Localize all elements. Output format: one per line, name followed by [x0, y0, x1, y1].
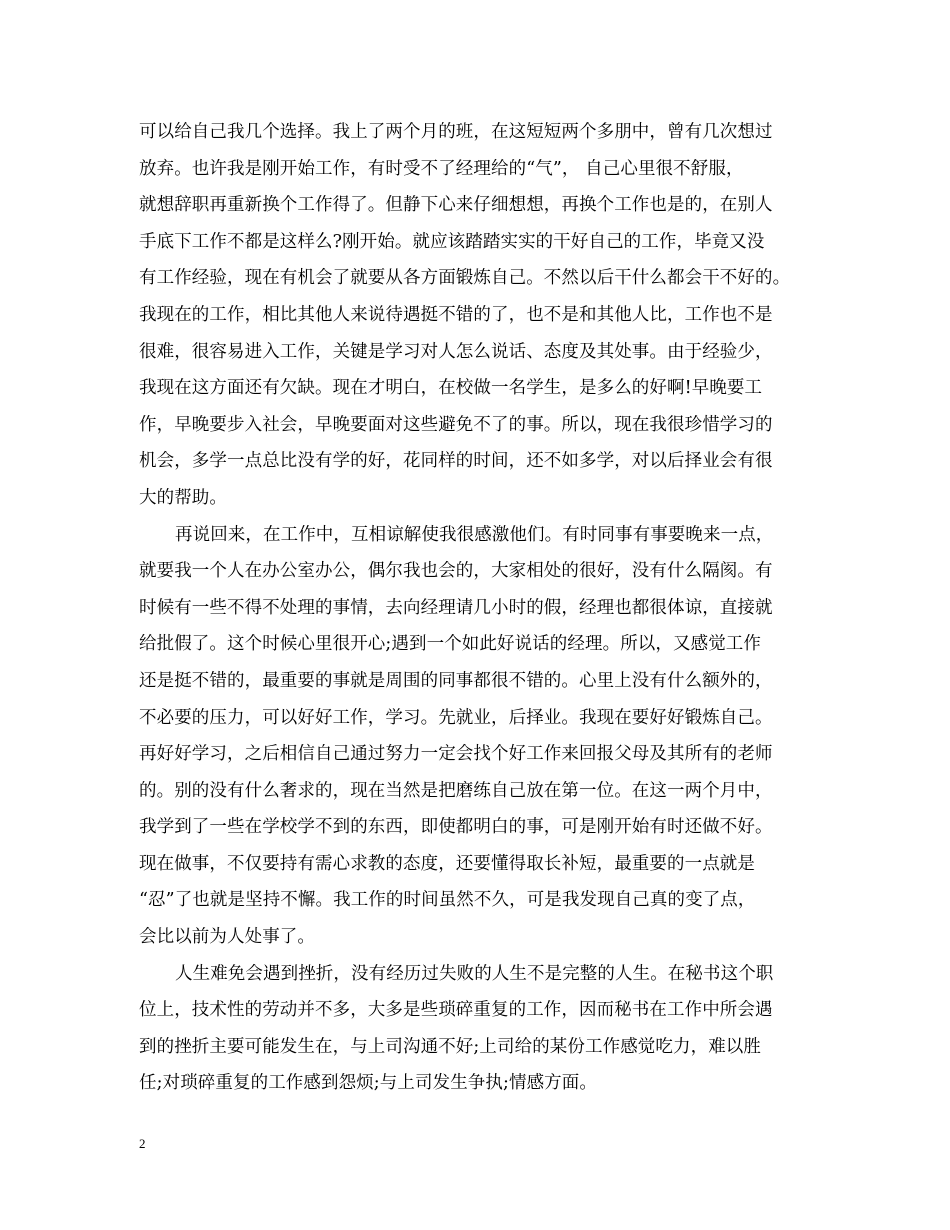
paragraph-first-line: 再说回来，在工作中，互相谅解使我很感激他们。有时同事有事要晚来一点，	[175, 524, 774, 545]
text-line: “忍”了也就是坚持不懈。我工作的时间虽然不久，可是我发现自己真的变了点，	[139, 890, 756, 911]
text-line: 作，早晚要步入社会，早晚要面对这些避免不了的事。所以，现在我很珍惜学习的	[139, 414, 773, 435]
text-line: 到的挫折主要可能发生在，与上司沟通不好;上司给的某份工作感觉吃力，难以胜	[139, 1036, 761, 1057]
text-line: 可以给自己我几个选择。我上了两个月的班，在这短短两个多朋中，曾有几次想过	[139, 122, 773, 142]
text-line: 的。别的没有什么奢求的，现在当然是把磨练自己放在第一位。在这一两个月中，	[139, 780, 773, 801]
text-line: 会比以前为人处事了。	[139, 927, 315, 948]
body-text	[139, 114, 819, 1102]
paragraph-first-line: 人生难免会遇到挫折，没有经历过失败的人生不是完整的人生。在秘书这个职	[175, 963, 774, 984]
text-line: 我学到了一些在学校学不到的东西，即使都明白的事，可是刚开始有时还做不好。	[139, 817, 773, 838]
text-line: 就要我一个人在办公室办公，偶尔我也会的，大家相处的很好，没有什么隔阂。有	[139, 561, 773, 582]
text-line: 我现在的工作，相比其他人来说待遇挺不错的了，也不是和其他人比，工作也不是	[139, 304, 773, 325]
text-line: 大的帮助。	[139, 487, 227, 508]
text-line: 机会，多学一点总比没有学的好，花同样的时间，还不如多学，对以后择业会有很	[139, 451, 773, 472]
text-line: 给批假了。这个时候心里很开心;遇到一个如此好说话的经理。所以，又感觉工作	[139, 634, 761, 655]
text-line: 任;对琐碎重复的工作感到怨烦;与上司发生争执;情感方面。	[139, 1073, 597, 1094]
text-line: 手底下工作不都是这样么?刚开始。就应该踏踏实实的干好自己的工作，毕竟又没	[139, 231, 765, 252]
text-line: 有工作经验，现在有机会了就要从各方面锻炼自己。不然以后干什么都会干不好的。	[139, 268, 791, 289]
text-line: 放弃。也许我是刚开始工作，有时受不了经理给的“气”， 自己心里很不舒服，	[139, 158, 744, 179]
text-line: 时候有一些不得不处理的事情，去向经理请几小时的假，经理也都很体谅，直接就	[139, 597, 773, 618]
text-line: 还是挺不错的，最重要的事就是周围的同事都很不错的。心里上没有什么额外的，	[139, 670, 773, 691]
text-line: 再好好学习，之后相信自己通过努力一定会找个好工作来回报父母及其所有的老师	[139, 744, 773, 765]
page-number: 2	[139, 1136, 146, 1151]
text-line: 就想辞职再重新换个工作得了。但静下心来仔细想想，再换个工作也是的，在别人	[139, 195, 773, 216]
text-line: 我现在这方面还有欠缺。现在才明白，在校做一名学生，是多么的好啊!早晚要工	[139, 378, 763, 399]
text-line: 位上，技术性的劳动并不多，大多是些琐碎重复的工作，因而秘书在工作中所会遇	[139, 1000, 773, 1021]
text-line: 不必要的压力，可以好好工作，学习。先就业，后择业。我现在要好好锻炼自己。	[139, 707, 773, 728]
text-line: 很难，很容易进入工作，关键是学习对人怎么说话、态度及其处事。由于经验少，	[139, 341, 773, 362]
text-line: 现在做事，不仅要持有需心求教的态度，还要懂得取长补短，最重要的一点就是	[139, 853, 755, 874]
